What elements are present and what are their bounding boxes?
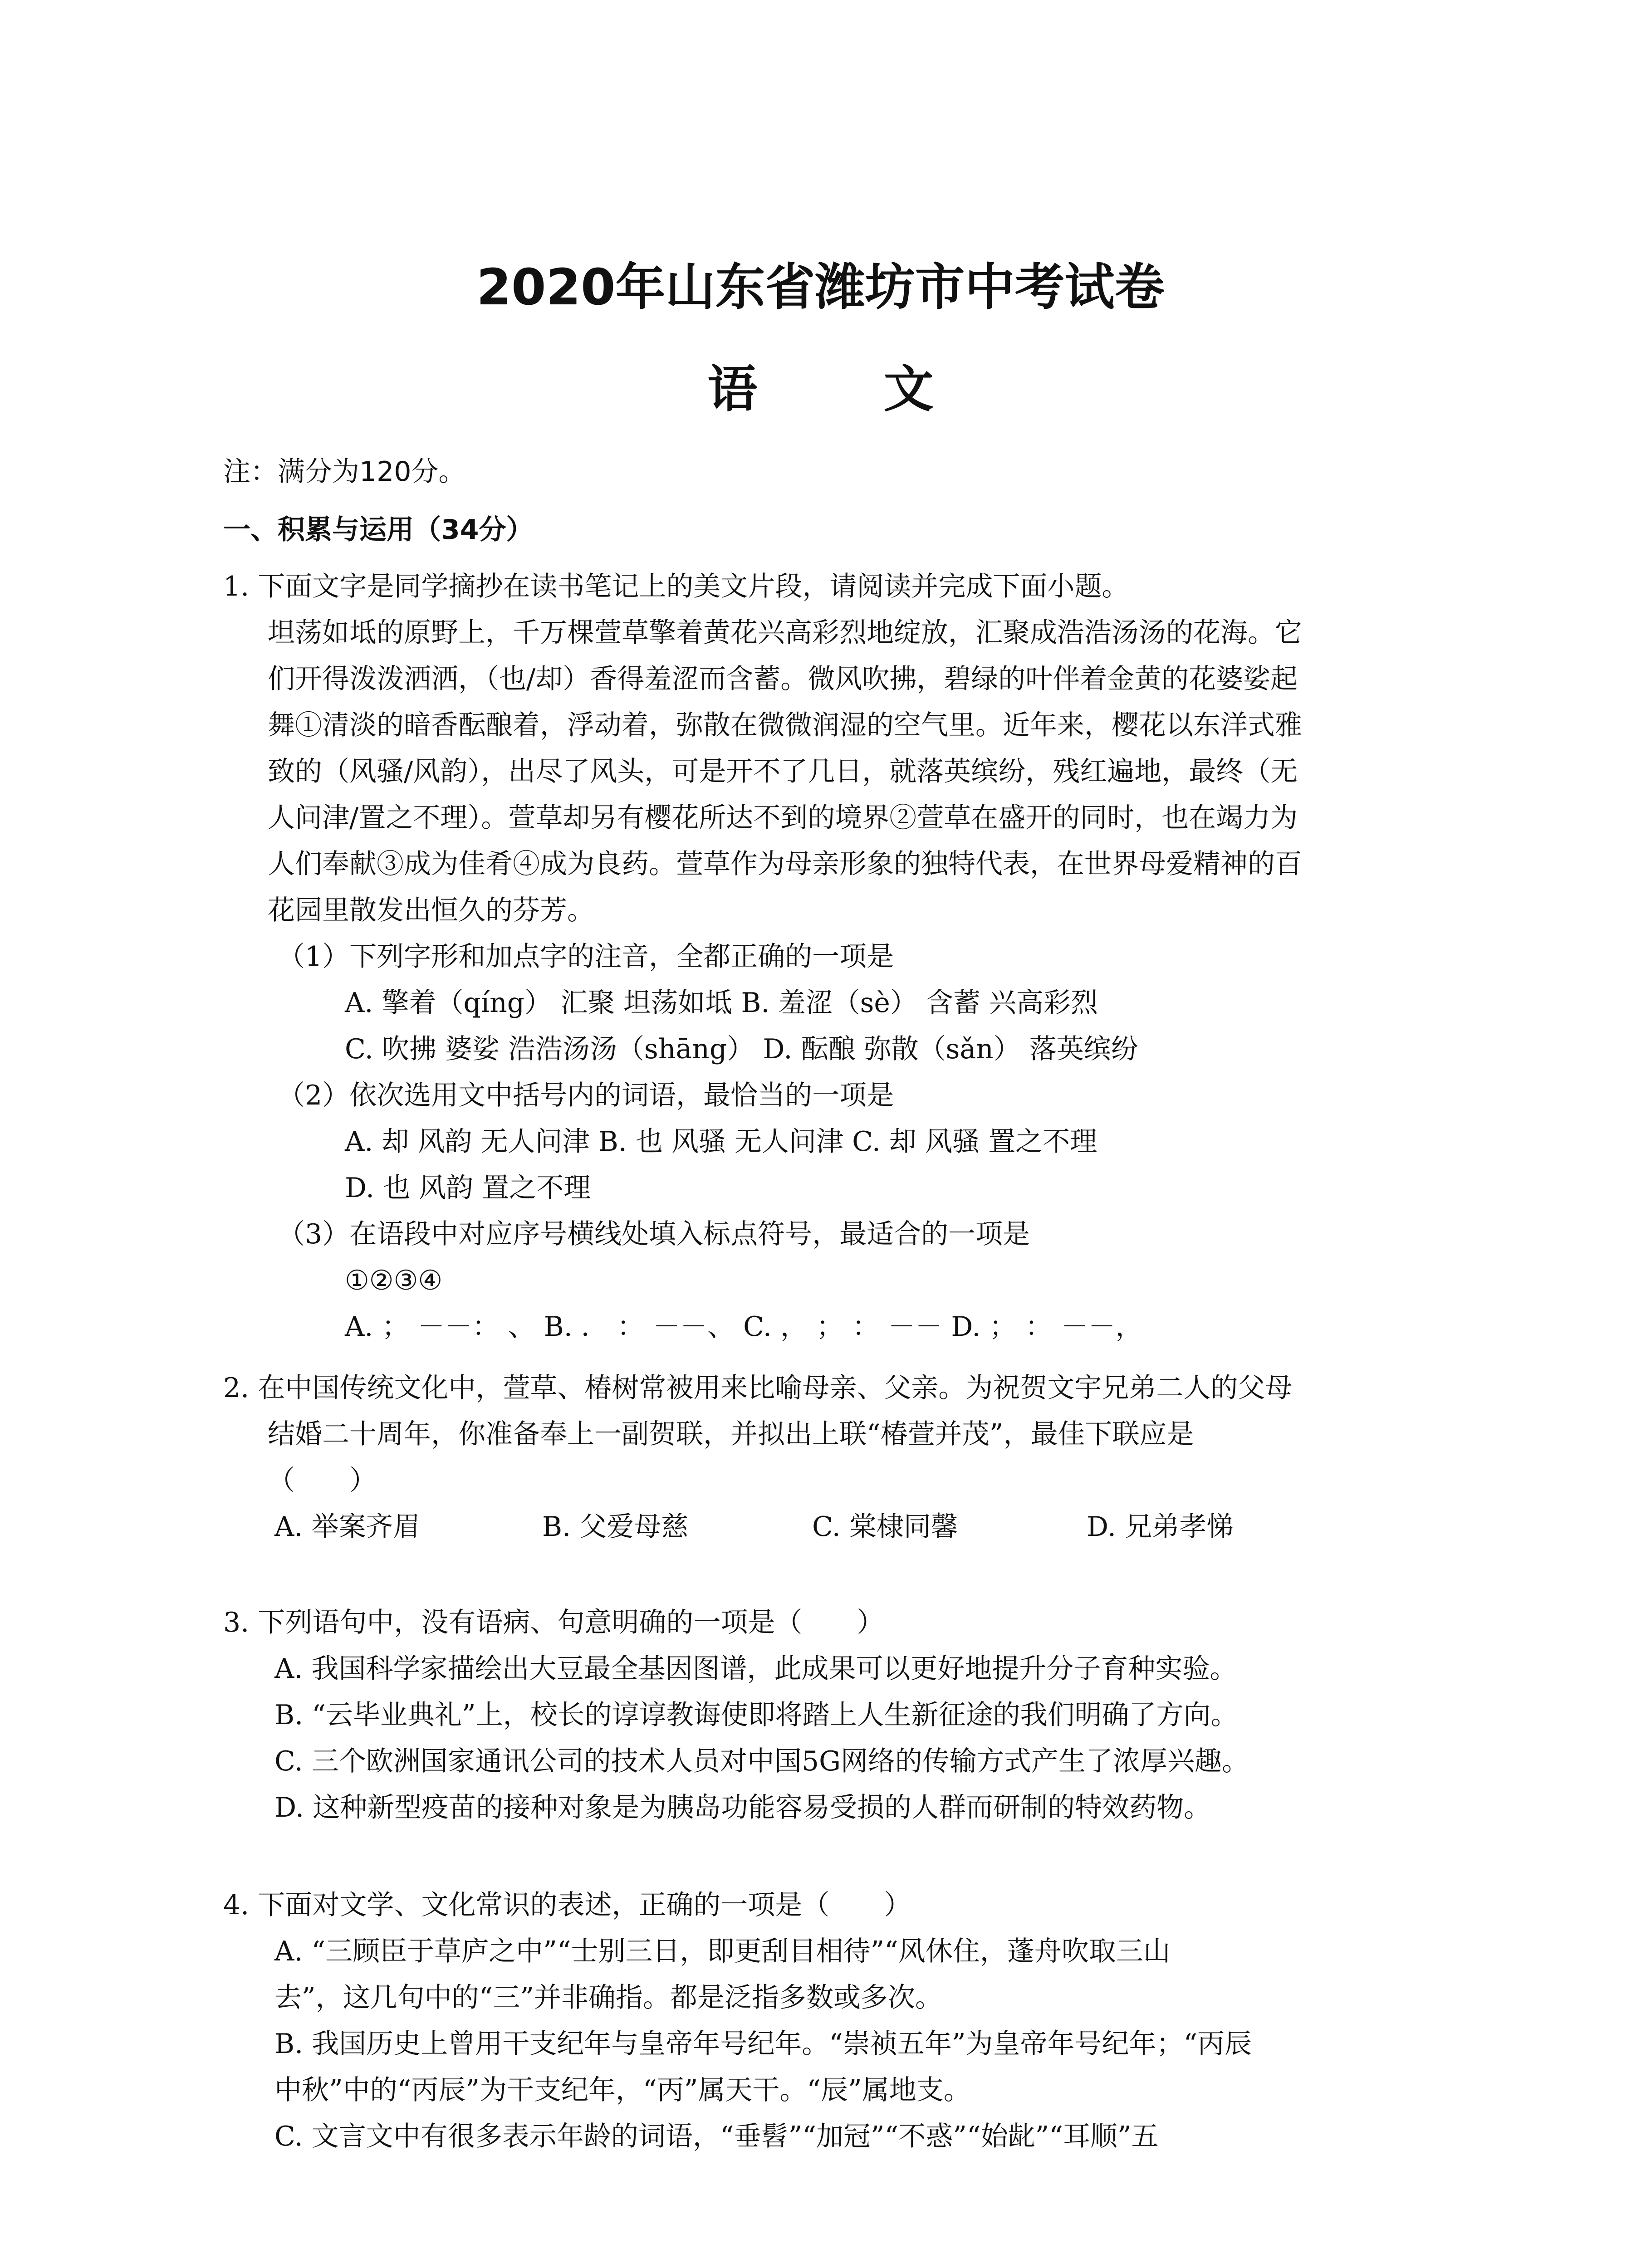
q1-sub2-options: D. 也 风韵 置之不理: [345, 1172, 591, 1204]
subject-title: 语 文: [707, 360, 988, 418]
q2-option: B. 父爱母慈: [542, 1511, 689, 1543]
score-note: 注：满分为120分。: [223, 456, 466, 488]
q2-option: C. 棠棣同馨: [812, 1511, 958, 1543]
q1-sub3-options: A. ； －－： 、 B. ． ： －－、 C. ， ； ： －－ D. ； ： －－，: [345, 1311, 1143, 1343]
exam-title: 2020年山东省潍坊市中考试卷: [476, 258, 1165, 316]
q1-sub1-stem: （1）下列字形和加点字的注音，全都正确的一项是: [278, 941, 894, 973]
q1-sub1-options: C. 吹拂 婆娑 浩浩汤汤（shāng） D. 酝酿 弥散（sǎn） 落英缤纷: [345, 1033, 1138, 1065]
q2-stem: 结婚二十周年，你准备奉上一副贺联，并拟出上联“椿萱并茂”，最佳下联应是: [268, 1418, 1194, 1450]
passage-line: 坦荡如坻的原野上，千万棵萱草擎着黄花兴高彩烈地绽放，汇聚成浩浩汤汤的花海。它: [268, 617, 1302, 649]
q2-option: A. 举案齐眉: [274, 1511, 421, 1543]
q4-option-line: B. 我国历史上曾用干支纪年与皇帝年号纪年。“崇祯五年”为皇帝年号纪年；“丙辰: [274, 2028, 1252, 2060]
passage-line: 们开得泼泼洒洒，（也/却）香得羞涩而含蓄。微风吹拂，碧绿的叶伴着金黄的花婆娑起: [268, 663, 1298, 695]
q3-option: B. “云毕业典礼”上，校长的谆谆教诲使即将踏上人生新征途的我们明确了方向。: [274, 1699, 1238, 1731]
q1-stem: 1. 下面文字是同学摘抄在读书笔记上的美文片段，请阅读并完成下面小题。: [223, 571, 1129, 602]
q3-option: C. 三个欧洲国家通讯公司的技术人员对中国5G网络的传输方式产生了浓厚兴趣。: [274, 1745, 1249, 1777]
q1-sub3-marks: ①②③④: [345, 1265, 443, 1296]
q3-option: D. 这种新型疫苗的接种对象是为胰岛功能容易受损的人群而研制的特效药物。: [274, 1792, 1211, 1823]
q2-stem: 2. 在中国传统文化中，萱草、椿树常被用来比喻母亲、父亲。为祝贺文宇兄弟二人的父母: [223, 1372, 1293, 1404]
q2-option: D. 兄弟孝悌: [1087, 1511, 1234, 1543]
passage-line: 花园里散发出恒久的芬芳。: [268, 894, 594, 926]
q2-stem: （ ）: [268, 1465, 377, 1496]
q4-option-line: C. 文言文中有很多表示年龄的词语，“垂髫”“加冠”“不惑”“始龀”“耳顺”五: [274, 2121, 1159, 2152]
section-heading: 一、积累与运用（34分）: [223, 514, 534, 546]
q4-option-line: 去”，这几句中的“三”并非确指。都是泛指多数或多次。: [274, 1982, 943, 2014]
q1-sub2-stem: （2）依次选用文中括号内的词语，最恰当的一项是: [278, 1080, 894, 1111]
q1-sub2-options: A. 却 风韵 无人问津 B. 也 风骚 无人问津 C. 却 风骚 置之不理: [345, 1126, 1097, 1158]
q4-stem: 4. 下面对文学、文化常识的表述，正确的一项是（ ）: [223, 1889, 911, 1921]
q1-sub3-stem: （3）在语段中对应序号横线处填入标点符号，最适合的一项是: [278, 1218, 1030, 1250]
q4-option-line: 中秋”中的“丙辰”为干支纪年，“丙”属天干。“辰”属地支。: [274, 2074, 971, 2106]
q4-option-line: A. “三顾臣于草庐之中”“士别三日，即更刮目相待”“风休住，蓬舟吹取三山: [274, 1936, 1171, 1967]
q3-stem: 3. 下列语句中，没有语病、句意明确的一项是（ ）: [223, 1607, 884, 1638]
q3-option: A. 我国科学家描绘出大豆最全基因图谱，此成果可以更好地提升分子育种实验。: [274, 1653, 1237, 1685]
q1-sub1-options: A. 擎着（qíng） 汇聚 坦荡如坻 B. 羞涩（sè） 含蓄 兴高彩烈: [345, 987, 1098, 1019]
passage-line: 致的（风骚/风韵），出尽了风头，可是开不了几日，就落英缤纷，残红遍地，最终（无: [268, 756, 1298, 787]
passage-line: 人们奉献③成为佳肴④成为良药。萱草作为母亲形象的独特代表，在世界母爱精神的百: [268, 848, 1302, 880]
passage-line: 舞①清淡的暗香酝酿着，浮动着，弥散在微微润湿的空气里。近年来，樱花以东洋式雅: [268, 709, 1302, 741]
passage-line: 人问津/置之不理）。萱草却另有樱花所达不到的境界②萱草在盛开的同时，也在竭力为: [268, 802, 1298, 834]
